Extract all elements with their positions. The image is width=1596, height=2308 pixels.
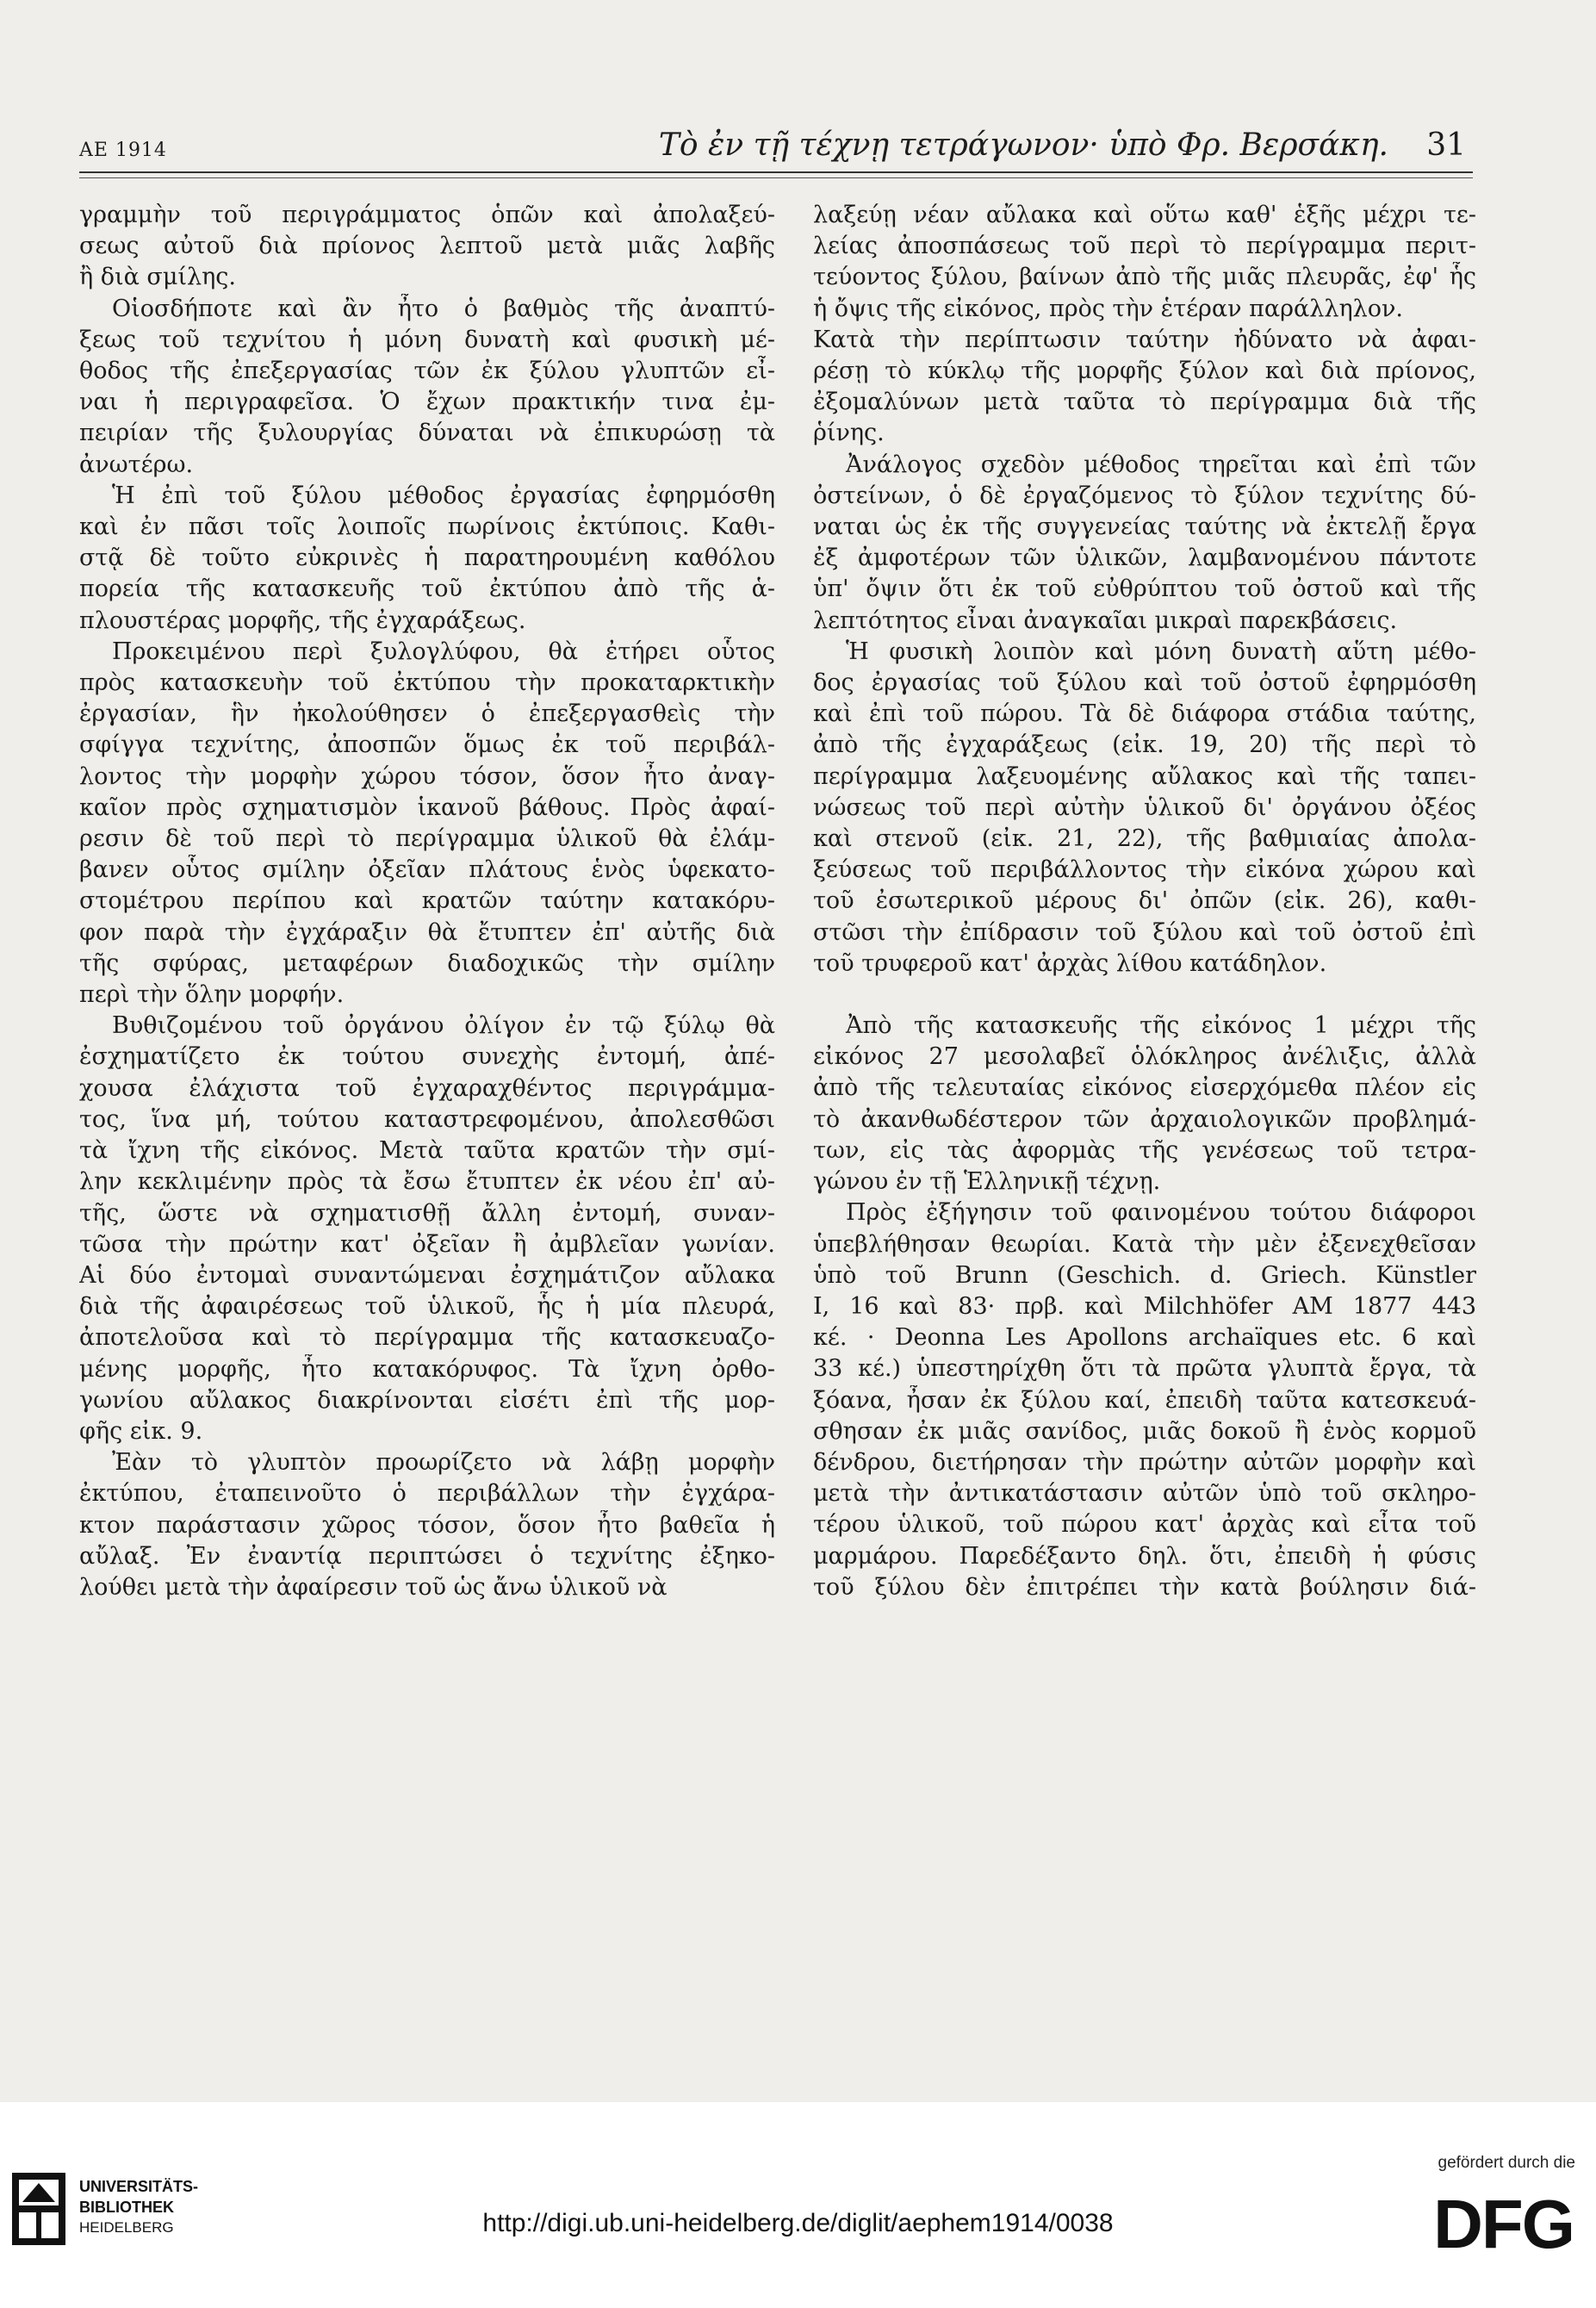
digitization-footer [0, 2102, 1596, 2308]
funding-caption: gefördert durch die [1438, 2154, 1575, 2172]
library-name-line2: BIBLIOTHEK [79, 2199, 174, 2216]
text-line: εἰκόνος 27 μεσολαβεῖ ὁλόκληρος ἀνέλιξις, ἀλλὰ [813, 1043, 1476, 1071]
text-line: ἀνωτέρω. [79, 451, 194, 478]
text-line: σεως αὐτοῦ διὰ πρίονος λεπτοῦ μετὰ μιᾶς λαβῆς [79, 233, 775, 260]
dfg-logo[interactable]: DFG [1433, 2186, 1574, 2262]
text-line: ἢ διὰ σμίλης. [79, 264, 236, 291]
text-line: κτον παράστασιν χῶρος τόσον, ὅσον ἦτο βαθεῖα ἡ [79, 1511, 775, 1539]
text-line: ἐργασίαν, ἣν ἠκολούθησεν ὁ ἐπεξεργασθεὶς τὴν [79, 700, 775, 728]
running-title: Τὸ ἐν τῇ τέχνῃ τετράγωνον· ὑπὸ Φρ. Βερσάκη. [658, 128, 1388, 163]
text-line: ξεως τοῦ τεχνίτου ἡ μόνη δυνατὴ καὶ φυσικὴ μέ- [79, 326, 775, 353]
text-line: φῆς εἰκ. 9. [79, 1417, 203, 1445]
text-line: ρέσῃ τὸ κύκλῳ τῆς μορφῆς ξύλον καὶ διὰ πρίονος, [813, 358, 1476, 385]
text-line: γώνου ἐν τῇ Ἑλληνικῇ τέχνῃ. [813, 1168, 1161, 1196]
text-line: λοντος τὴν μορφὴν χώρου τόσον, ὅσον ἦτο ἀναγ- [79, 762, 775, 790]
text-line: ρεσιν δὲ τοῦ περὶ τὸ περίγραμμα ὑλικοῦ θὰ ἐλάμ- [79, 825, 775, 853]
permalink-url[interactable]: http://digi.ub.uni-heidelberg.de/diglit/aephem1914/0038 [482, 2209, 1114, 2237]
running-header [79, 128, 1466, 171]
right-text-column [813, 200, 1476, 1603]
text-line: στᾷ δὲ τοῦτο εὐκρινὲς ἡ παρατηρουμένη καθόλου [79, 544, 775, 572]
text-line: αὔλαξ. Ἐν ἐναντίᾳ περιπτώσει ὁ τεχνίτης ἐξηκο- [79, 1542, 775, 1570]
text-line: ῥίνης. [813, 420, 885, 447]
text-line: περὶ τὴν ὅλην μορφήν. [79, 981, 345, 1009]
header-rule-thin [79, 177, 1473, 178]
text-line: διὰ τῆς ἀφαιρέσεως τοῦ ὑλικοῦ, ἧς ἡ μία πλευρά, [79, 1293, 775, 1321]
text-line: Ἀπὸ τῆς κατασκευῆς τῆς εἰκόνος 1 μέχρι τῆς [846, 1012, 1476, 1040]
text-line: χουσα ἐλάχιστα τοῦ ἐγχαραχθέντος περιγράμμα- [79, 1074, 775, 1102]
text-line: τοῦ ξύλου δὲν ἐπιτρέπει τὴν κατὰ βούλησιν διά- [813, 1573, 1476, 1601]
text-line: πειρίαν τῆς ξυλουργίας δύναται νὰ ἐπικυρώσῃ τὰ [79, 420, 775, 447]
text-line: λούθει μετὰ τὴν ἀφαίρεσιν τοῦ ὡς ἄνω ὑλικοῦ νὰ [79, 1573, 668, 1601]
text-line: δένδρου, διετήρησαν τὴν πρώτην αὐτῶν μορφὴν καὶ [813, 1448, 1476, 1476]
text-line: των, εἰς τὰς ἀφορμὰς τῆς γενέσεως τοῦ τετρα- [813, 1136, 1476, 1164]
text-line: ὑπεβλήθησαν θεωρίαι. Κατὰ τὴν μὲν ἐξενεχθεῖσαν [813, 1230, 1476, 1258]
text-line: πορεία τῆς κατασκευῆς τοῦ ἐκτύπου ἀπὸ τῆς ἁ- [79, 575, 775, 603]
text-line: τὰ ἴχνη τῆς εἰκόνος. Μετὰ ταῦτα κρατῶν τὴν σμί- [79, 1137, 775, 1165]
paragraph-gap [813, 980, 1476, 1011]
text-line: μένης μορφῆς, ἦτο κατακόρυφος. Τὰ ἴχνη ὀρθο- [79, 1355, 775, 1383]
text-line: Ἐὰν τὸ γλυπτὸν προωρίζετο νὰ λάβῃ μορφὴν [112, 1449, 775, 1477]
text-line: ἐσχηματίζετο ἐκ τούτου συνεχὴς ἐντομή, ἀπέ- [79, 1043, 775, 1071]
text-line: θοδος τῆς ἐπεξεργασίας τῶν ἐκ ξύλου γλυπτῶν εἶ- [79, 358, 775, 385]
left-text-column [79, 200, 775, 1603]
text-line: τος, ἵνα μή, τούτου καταστρεφομένου, ἀπολεσθῶσι [79, 1105, 775, 1133]
text-line: καὶ ἐν πᾶσι τοῖς λοιποῖς πωρίνοις ἐκτύποις. Καθι- [79, 513, 775, 541]
text-line: τεύοντος ξύλου, βαίνων ἀπὸ τῆς μιᾶς πλευρᾶς, ἐφ' ἧς [813, 264, 1476, 291]
text-line: ὑπ' ὄψιν ὅτι ἐκ τοῦ εὐθρύπτου τοῦ ὀστοῦ καὶ τῆς [813, 575, 1476, 603]
text-line: ἀπὸ τῆς τελευταίας εἰκόνος εἰσερχόμεθα πλέον εἰς [813, 1074, 1476, 1102]
text-line: νώσεως τοῦ περὶ αὐτὴν ὑλικοῦ δι' ὀργάνου ὀξέος [813, 793, 1476, 821]
text-line: γωνίου αὔλακος διακρίνονται εἰσέτι ἐπὶ τῆς μορ- [79, 1386, 775, 1414]
text-line: Κατὰ τὴν περίπτωσιν ταύτην ἠδύνατο νὰ ἀφαι- [813, 326, 1476, 353]
text-line: Πρὸς ἐξήγησιν τοῦ φαινομένου τούτου διάφοροι [846, 1199, 1476, 1227]
text-line: τῶσα τὴν πρώτην κατ' ὀξεῖαν ἢ ἀμβλεῖαν γωνίαν. [79, 1230, 775, 1258]
text-line: στομέτρου περίπου καὶ κρατῶν ταύτην κατακόρυ- [79, 887, 775, 915]
text-line: ὀστείνων, ὁ δὲ ἐργαζόμενος τὸ ξύλον τεχνίτης δύ- [813, 482, 1476, 509]
page-number: 31 [1426, 128, 1466, 163]
text-line: τὸ ἀκανθωδέστερον τῶν ἀρχαιολογικῶν προβλημά- [813, 1105, 1476, 1133]
text-line: βανεν οὗτος σμίλην ὀξεῖαν πλάτους ἑνὸς ὑφεκατο- [79, 856, 775, 884]
library-name-line1: UNIVERSITÄTS- [79, 2178, 199, 2195]
journal-label: ΑΕ 1914 [79, 140, 167, 161]
text-line: στῶσι τὴν ἐπίδρασιν τοῦ ξύλου καὶ τοῦ ὀστοῦ ἐπὶ [813, 918, 1476, 946]
text-line: τοῦ τρυφεροῦ κατ' ἀρχὰς λίθου κατάδηλον. [813, 949, 1327, 977]
text-line: ξεύσεως τοῦ περιβάλλοντος τὴν εἰκόνα χώρου καὶ [813, 856, 1476, 884]
text-line: Οἱοσδήποτε καὶ ἂν ἦτο ὁ βαθμὸς τῆς ἀναπτύ- [112, 295, 775, 322]
text-line: τέρου ὑλικοῦ, τοῦ πώρου κατ' ἀρχὰς καὶ εἶτα τοῦ [813, 1511, 1476, 1539]
text-line: πρὸς κατασκευὴν τοῦ ἐκτύπου τὴν προκαταρκτικὴν [79, 669, 775, 697]
text-line: σθησαν ἐκ μιᾶς σανίδος, μιᾶς δοκοῦ ἢ ἑνὸς κορμοῦ [813, 1417, 1476, 1445]
library-name-line3: HEIDELBERG [79, 2219, 174, 2236]
text-line: τῆς, ὥστε νὰ σχηματισθῇ ἄλλη ἐντομή, συναν- [79, 1199, 775, 1227]
text-line: γραμμὴν τοῦ περιγράμματος ὁπῶν καὶ ἀπολαξεύ- [79, 202, 775, 228]
header-rule-thick [79, 171, 1473, 173]
text-line: τῆς σφύρας, μεταφέρων διαδοχικῶς τὴν σμίλην [79, 949, 775, 977]
text-line: Ἡ ἐπὶ τοῦ ξύλου μέθοδος ἐργασίας ἐφηρμόσθη [112, 482, 775, 509]
text-line: Βυθιζομένου τοῦ ὀργάνου ὀλίγον ἐν τῷ ξύλῳ θὰ [112, 1012, 775, 1040]
text-line: λείας ἀποσπάσεως τοῦ περὶ τὸ περίγραμμα περιτ- [813, 233, 1476, 260]
text-line: ἀπὸ τῆς ἐγχαράξεως (εἰκ. 19, 20) τῆς περὶ τὸ [813, 731, 1476, 759]
text-line: μετὰ τὴν ἀντικατάστασιν αὐτῶν ὑπὸ τοῦ σκληρο- [813, 1480, 1476, 1508]
text-line: Ἡ φυσικὴ λοιπὸν καὶ μόνη δυνατὴ αὕτη μέθο- [846, 638, 1476, 665]
text-line: ἡ ὄψις τῆς εἰκόνος, πρὸς τὴν ἑτέραν παράλληλον. [813, 295, 1404, 322]
text-line: Προκειμένου περὶ ξυλογλύφου, θὰ ἐτήρει οὗτος [112, 638, 775, 665]
text-line: φον παρὰ τὴν ἐγχάραξιν θὰ ἔτυπτεν ἐπ' αὐτῆς διὰ [79, 918, 775, 946]
text-line: ἐκτύπου, ἐταπεινοῦτο ὁ περιβάλλων τὴν ἐγχάρα- [79, 1480, 775, 1508]
text-line: περίγραμμα λαξευομένης αὔλακος καὶ τῆς ταπει- [813, 762, 1476, 790]
text-line: I, 16 καὶ 83· πρβ. καὶ Milchhöfer AM 1877 443 [813, 1292, 1476, 1320]
text-line: λην κεκλιμένην πρὸς τὰ ἔσω ἔτυπτεν ἐκ νέου ἐπ' αὐ- [79, 1168, 775, 1196]
text-line: πλουστέρας μορφῆς, τῆς ἐγχαράξεως. [79, 607, 526, 634]
text-line: καῖον πρὸς σχηματισμὸν ἱκανοῦ βάθους. Πρὸς ἀφαί- [79, 793, 775, 821]
text-line: ναται ὡς ἐκ τῆς συγγενείας ταύτης νὰ ἐκτελῇ ἔργα [813, 513, 1476, 541]
text-line: λαξεύῃ νέαν αὔλακα καὶ οὕτω καθ' ἑξῆς μέχρι τε- [813, 202, 1476, 228]
text-line: ὑπὸ τοῦ Brunn (Geschich. d. Griech. Künstler [813, 1261, 1476, 1289]
text-line: καὶ ἐπὶ τοῦ πώρου. Τὰ δὲ διάφορα στάδια ταύτης, [813, 700, 1476, 728]
text-line: ξόανα, ἦσαν ἐκ ξύλου καί, ἐπειδὴ ταῦτα κατεσκευά- [813, 1386, 1476, 1414]
text-line: ναι ἡ περιγραφεῖσα. Ὁ ἔχων πρακτικήν τινα ἐμ- [79, 389, 775, 416]
text-line: μαρμάρου. Παρεδέξαντο δηλ. ὅτι, ἐπειδὴ ἡ φύσις [813, 1542, 1476, 1570]
text-line: ἀποτελοῦσα καὶ τὸ περίγραμμα τῆς κατασκευαζο- [79, 1324, 775, 1352]
text-line: Αἱ δύο ἐντομαὶ συναντώμεναι ἐσχημάτιζον αὔλακα [79, 1261, 775, 1289]
text-line: κέ. · Deonna Les Apollons archaïques etc. 6 καὶ [813, 1324, 1476, 1352]
text-line: ἐξ ἀμφοτέρων τῶν ὑλικῶν, λαμβανομένου πάντοτε [813, 544, 1476, 572]
text-line: 33 κέ.) ὑπεστηρίχθη ὅτι τὰ πρῶτα γλυπτὰ ἔργα, τὰ [813, 1355, 1476, 1383]
text-line: τοῦ ἐσωτερικοῦ μέρους δι' ὀπῶν (εἰκ. 26), καθι- [813, 887, 1476, 915]
text-line: καὶ στενοῦ (εἰκ. 21, 22), τῆς βαθμιαίας ἀπολα- [813, 825, 1476, 853]
text-line: Ἀνάλογος σχεδὸν μέθοδος τηρεῖται καὶ ἐπὶ τῶν [846, 451, 1476, 478]
text-line: σφίγγα τεχνίτης, ἀποσπῶν ὅμως ἐκ τοῦ περιβάλ- [79, 731, 775, 759]
text-line: ἐξομαλύνων μετὰ ταῦτα τὸ περίγραμμα διὰ τῆς [813, 389, 1476, 416]
text-line: λεπτότητος εἶναι ἀναγκαῖαι μικραὶ παρεκβάσεις. [813, 607, 1398, 634]
text-line: δος ἐργασίας τοῦ ξύλου καὶ τοῦ ὀστοῦ ἐφηρμόσθη [813, 669, 1476, 697]
